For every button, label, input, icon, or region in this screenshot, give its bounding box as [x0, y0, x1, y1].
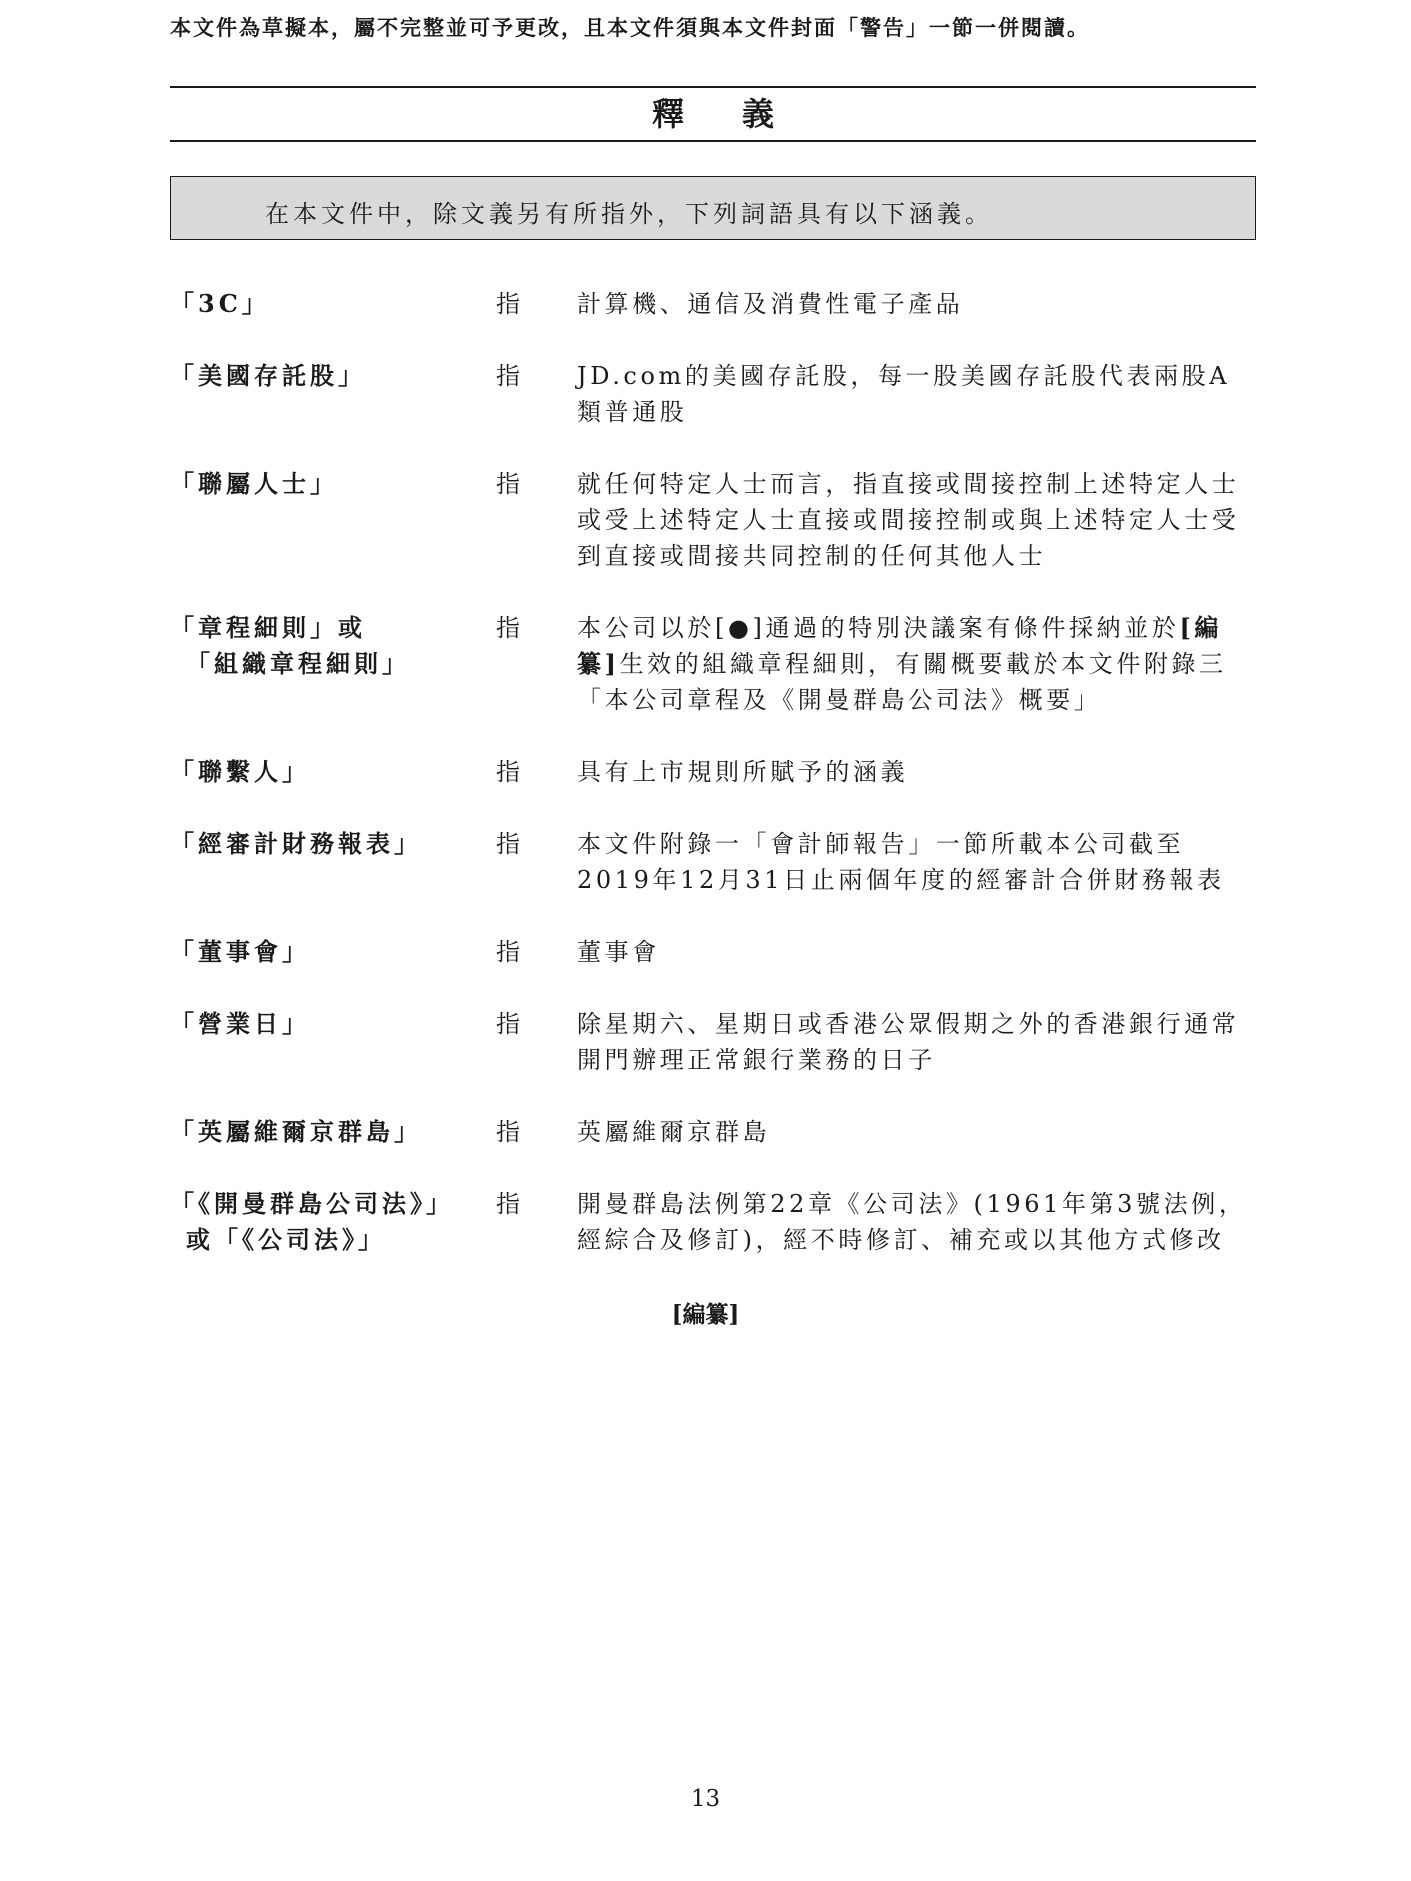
- definition-text: 本公司以於[●]通過的特別決議案有條件採納並於[編纂]生效的組織章程細則，有關概要載於本文件附錄三「本公司章程及《開曼群島公司法》概要」: [577, 613, 1227, 714]
- definition-term: 「3C」: [170, 289, 270, 318]
- means-label: 指: [496, 758, 522, 786]
- page-number: 13: [690, 1786, 721, 1812]
- definition-text: 除星期六、星期日或香港公眾假期之外的香港銀行通常開門辦理正常銀行業務的日子: [577, 1010, 1240, 1074]
- definition-term: 「經審計財務報表」: [170, 829, 422, 858]
- definition-text: 英屬維爾京群島: [577, 1118, 771, 1146]
- definition-term: 「董事會」: [170, 937, 310, 966]
- redacted-marker: [編纂]: [577, 613, 1223, 678]
- means-label: 指: [496, 470, 522, 498]
- definition-term: 「營業日」: [170, 1009, 310, 1038]
- intro-box: [170, 176, 1256, 240]
- draft-warning: 本文件為草擬本，屬不完整並可予更改，且本文件須與本文件封面「警告」一節一併閱讀。: [170, 15, 1090, 40]
- definition-text: 本文件附錄一「會計師報告」一節所載本公司截至2019年12月31日止兩個年度的經審計合併財務報表: [577, 830, 1225, 894]
- means-label: 指: [496, 1118, 522, 1146]
- definition-term: 「章程細則」或 「組織章程細則」: [170, 613, 410, 678]
- means-label: 指: [496, 614, 522, 642]
- intro-text: 在本文件中，除文義另有所指外，下列詞語具有以下涵義。: [265, 200, 993, 228]
- means-label: 指: [496, 830, 522, 858]
- definition-term: 「美國存託股」: [170, 361, 366, 390]
- definition-text: JD.com的美國存託股，每一股美國存託股代表兩股A類普通股: [577, 362, 1231, 426]
- definition-term: 「英屬維爾京群島」: [170, 1117, 422, 1146]
- means-label: 指: [496, 1190, 522, 1218]
- definition-text: 計算機、通信及消費性電子產品: [577, 290, 964, 318]
- definition-term: 「聯屬人士」: [170, 469, 338, 498]
- means-label: 指: [496, 1010, 522, 1038]
- section-title: 釋義: [651, 95, 832, 133]
- definition-text: 就任何特定人士而言，指直接或間接控制上述特定人士或受上述特定人士直接或間接控制或與上述特定人士受到直接或間接共同控制的任何其他人士: [577, 470, 1240, 570]
- definition-text: 董事會: [577, 938, 660, 966]
- redacted-placeholder: [編纂]: [671, 1301, 740, 1328]
- definition-term: 「《開曼群島公司法》」 或「《公司法》」: [170, 1189, 454, 1254]
- definition-term: 「聯繫人」: [170, 757, 310, 786]
- definition-text: 具有上市規則所賦予的涵義: [577, 758, 909, 786]
- definition-text: 開曼群島法例第22章《公司法》(1961年第3號法例，經綜合及修訂)，經不時修訂、補充或以其他方式修改: [577, 1190, 1247, 1254]
- means-label: 指: [496, 362, 522, 390]
- means-label: 指: [496, 938, 522, 966]
- means-label: 指: [496, 290, 522, 318]
- section-title-band: [170, 86, 1256, 142]
